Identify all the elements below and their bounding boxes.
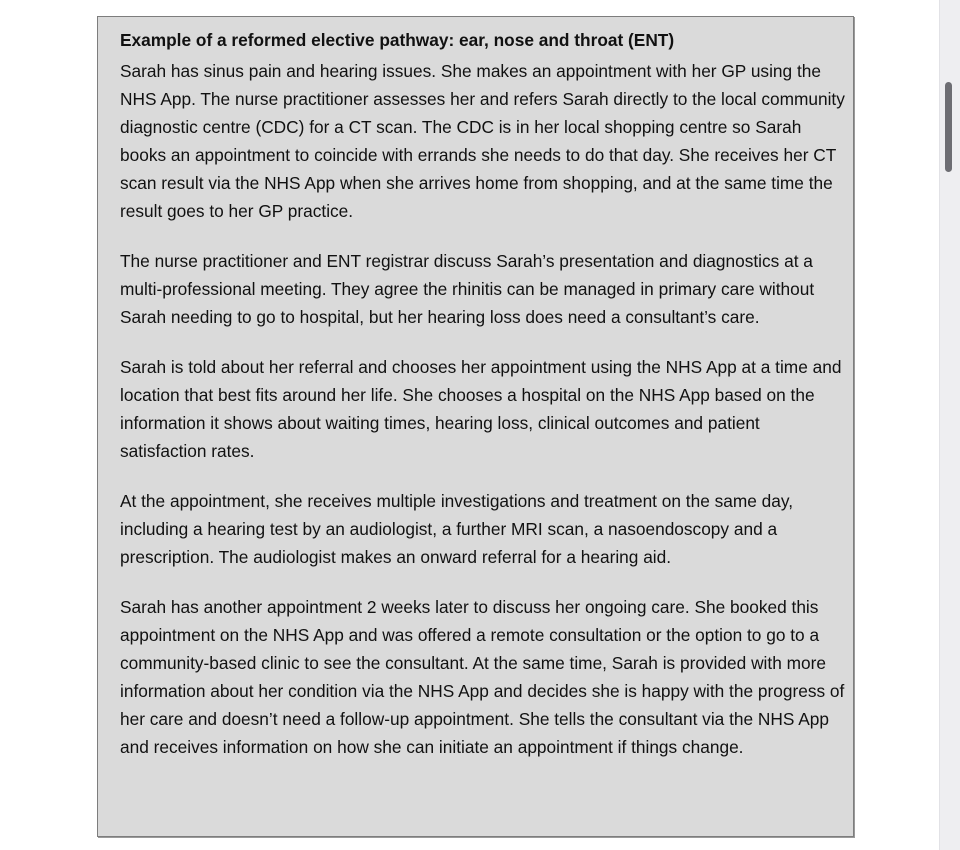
case-study-title: Example of a reformed elective pathway: ear, nose and throat (ENT) [120,30,675,50]
paragraph-1: Sarah has sinus pain and hearing issues. She makes an appointment with her GP using the NHS App. The nurse practitioner assesses her and refers Sarah directly to the local community diagnostic centre (CDC) for a CT scan. The CDC is in her local shopping centre so Sarah books an appointment to coincide with errands she needs to do that day. She receives her CT scan result via the NHS App when she arrives home from shopping, and at the same time the result goes to her GP practice. [120,61,845,221]
paragraph-4: At the appointment, she receives multiple investigations and treatment on the same day, including a hearing test by an audiologist, a further MRI scan, a nasoendoscopy and a prescription. The audiologist makes an onward referral for a hearing aid. [120,491,794,567]
paragraph-3: Sarah is told about her referral and chooses her appointment using the NHS App at a time and location that best fits around her life. She chooses a hospital on the NHS App based on the information it shows about waiting times, hearing loss, clinical outcomes and patient satisfaction rates. [120,357,842,461]
vertical-scrollbar[interactable] [939,0,960,850]
paragraph-2: The nurse practitioner and ENT registrar discuss Sarah’s presentation and diagnostics at a multi-professional meeting. They agree the rhinitis can be managed in primary care without Sarah needing to go to hospital, but her hearing loss does need a consultant’s care. [120,251,815,327]
case-study-content [120,27,850,783]
case-study-box [97,16,854,837]
scrollbar-thumb[interactable] [945,82,952,172]
paragraph-5: Sarah has another appointment 2 weeks later to discuss her ongoing care. She booked this appointment on the NHS App and was offered a remote consultation or the option to go to a community-based clinic to see the consultant. At the same time, Sarah is provided with more information about her condition via the NHS App and decides she is happy with the progress of her care and doesn’t need a follow-up appointment. She tells the consultant via the NHS App and receives information on how she can initiate an appointment if things change. [120,597,845,757]
